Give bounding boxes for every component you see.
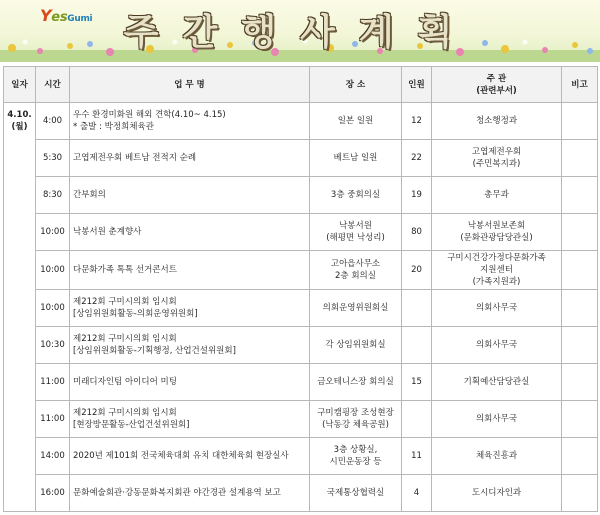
table-header-row <box>4 67 598 103</box>
host-line: 의회사무국 <box>475 303 518 313</box>
place-line: 국제통상협력실 <box>326 488 385 498</box>
col-header-place: 장 소 <box>310 67 402 103</box>
task-cell <box>70 475 310 512</box>
host-cell <box>432 103 562 140</box>
host-line: (문화관광담당관실) <box>460 233 533 243</box>
task-line: 제212회 구미시의회 임시회 <box>73 297 177 307</box>
task-cell <box>70 140 310 177</box>
host-cell <box>432 327 562 364</box>
time-cell: 4:00 <box>36 103 70 140</box>
people-cell <box>402 401 432 438</box>
people-cell: 22 <box>402 140 432 177</box>
table-row <box>4 475 598 512</box>
note-cell <box>562 140 598 177</box>
time-cell: 10:00 <box>36 290 70 327</box>
col-header-host-sub: (관련부서) <box>476 85 517 96</box>
table-row <box>4 177 598 214</box>
task-line: 문화예술회관·강동문화복지회관 야간경관 설계용역 보고 <box>73 488 281 498</box>
place-line: 일본 일원 <box>337 116 374 126</box>
task-line: [현장방문활동-산업건설위원회] <box>73 420 190 430</box>
place-line: 낙봉서원 <box>339 221 372 231</box>
place-cell <box>310 251 402 290</box>
col-header-time: 시간 <box>36 67 70 103</box>
place-line: 의회운영위원회실 <box>322 303 389 313</box>
table-row <box>4 140 598 177</box>
place-line: 3층 상황실, <box>333 445 378 455</box>
table-row <box>4 214 598 251</box>
host-line: 도시디자인과 <box>471 488 522 498</box>
table-row <box>4 438 598 475</box>
place-line: 3층 중회의실 <box>330 190 381 200</box>
task-cell <box>70 290 310 327</box>
time-cell: 10:00 <box>36 214 70 251</box>
host-line: 의회사무국 <box>475 414 518 424</box>
people-cell <box>402 327 432 364</box>
host-cell <box>432 214 562 251</box>
time-cell: 14:00 <box>36 438 70 475</box>
host-line: 의회사무국 <box>475 340 518 350</box>
host-cell <box>432 177 562 214</box>
place-cell <box>310 475 402 512</box>
place-cell <box>310 214 402 251</box>
place-cell <box>310 103 402 140</box>
people-cell: 20 <box>402 251 432 290</box>
people-cell: 11 <box>402 438 432 475</box>
host-line: 구미시건강가정다문화가족 <box>447 253 546 263</box>
table-row <box>4 290 598 327</box>
host-cell <box>432 290 562 327</box>
note-cell <box>562 103 598 140</box>
place-line: 각 상임위원회실 <box>325 340 386 350</box>
task-line: 우수 환경미화원 해외 견학(4.10~ 4.15) <box>73 110 226 120</box>
time-cell: 5:30 <box>36 140 70 177</box>
task-line: [상임위원회활동-기획행정, 산업건설위원회] <box>73 346 236 356</box>
task-cell <box>70 214 310 251</box>
place-cell <box>310 438 402 475</box>
date-text: 4.10. <box>7 110 32 120</box>
col-header-host <box>432 67 562 103</box>
people-cell: 19 <box>402 177 432 214</box>
people-cell: 15 <box>402 364 432 401</box>
note-cell <box>562 401 598 438</box>
weekday-text: (월) <box>11 122 28 132</box>
note-cell <box>562 327 598 364</box>
note-cell <box>562 177 598 214</box>
col-header-people: 인원 <box>402 67 432 103</box>
host-line: 지원센터 <box>480 265 513 275</box>
col-header-task: 업 무 명 <box>70 67 310 103</box>
place-line: 금오테니스장 회의실 <box>317 377 394 387</box>
people-cell: 12 <box>402 103 432 140</box>
table-row <box>4 251 598 290</box>
time-cell: 11:00 <box>36 364 70 401</box>
task-line: 고엽제전우회 베트남 전적지 순례 <box>73 153 197 163</box>
place-line: 고아읍사무소 <box>330 259 381 269</box>
host-line: 체육진흥과 <box>475 451 518 461</box>
table-row <box>4 401 598 438</box>
task-line: 제212회 구미시의회 임시회 <box>73 408 177 418</box>
task-cell <box>70 401 310 438</box>
task-line: 2020년 제101회 전국체육대회 유치 대한체육회 현장실사 <box>73 451 289 461</box>
table-row <box>4 327 598 364</box>
host-line: 기획예산담당관실 <box>463 377 530 387</box>
note-cell <box>562 251 598 290</box>
people-cell: 4 <box>402 475 432 512</box>
host-cell <box>432 140 562 177</box>
task-line: 간부회의 <box>73 190 106 200</box>
task-cell <box>70 364 310 401</box>
time-cell: 8:30 <box>36 177 70 214</box>
time-cell: 11:00 <box>36 401 70 438</box>
host-cell <box>432 251 562 290</box>
task-cell <box>70 327 310 364</box>
people-cell: 80 <box>402 214 432 251</box>
header-banner <box>0 0 600 62</box>
note-cell <box>562 438 598 475</box>
people-cell <box>402 290 432 327</box>
place-line: 시민운동장 등 <box>329 457 382 467</box>
place-line: 베트남 일원 <box>333 153 378 163</box>
note-cell <box>562 290 598 327</box>
col-header-host-main: 주 관 <box>486 73 507 84</box>
col-header-date: 일자 <box>4 67 36 103</box>
place-cell <box>310 401 402 438</box>
date-cell <box>4 103 36 512</box>
task-line: [상임위원회활동-의회운영위원회] <box>73 309 198 319</box>
time-cell: 10:30 <box>36 327 70 364</box>
host-line: (주민복지과) <box>472 159 521 169</box>
place-line: 구미캠핑장 조성현장 <box>317 408 394 418</box>
task-line: 낙봉서원 춘계향사 <box>73 227 142 237</box>
place-cell <box>310 327 402 364</box>
schedule-table <box>3 66 598 512</box>
page-title: 주간행사계획 <box>123 11 477 53</box>
time-cell: 16:00 <box>36 475 70 512</box>
table-row <box>4 364 598 401</box>
place-cell <box>310 364 402 401</box>
host-line: 낙봉서원보존회 <box>467 221 526 231</box>
host-cell <box>432 438 562 475</box>
task-line: * 출발 : 박정희체육관 <box>73 122 154 132</box>
yesgumi-logo: YesGumi <box>40 6 93 25</box>
host-cell <box>432 475 562 512</box>
task-cell <box>70 177 310 214</box>
note-cell <box>562 214 598 251</box>
place-line: (낙동강 체육공원) <box>322 420 389 430</box>
place-cell <box>310 177 402 214</box>
place-line: (해평면 낙성리) <box>326 233 385 243</box>
host-line: 고엽제전우회 <box>471 147 522 157</box>
place-cell <box>310 140 402 177</box>
host-line: 청소행정과 <box>475 116 518 126</box>
col-header-note: 비고 <box>562 67 598 103</box>
time-cell: 10:00 <box>36 251 70 290</box>
host-cell <box>432 401 562 438</box>
task-cell <box>70 251 310 290</box>
place-line: 2층 회의실 <box>335 271 376 281</box>
table-row <box>4 103 598 140</box>
task-line: 제212회 구미시의회 임시회 <box>73 334 177 344</box>
host-line: 총무과 <box>484 190 509 200</box>
note-cell <box>562 364 598 401</box>
task-cell <box>70 438 310 475</box>
task-line: 다문화가족 톡톡 선거콘서트 <box>73 265 177 275</box>
host-line: (가족지원과) <box>472 277 521 287</box>
task-cell <box>70 103 310 140</box>
note-cell <box>562 475 598 512</box>
place-cell <box>310 290 402 327</box>
host-cell <box>432 364 562 401</box>
task-line: 미래디자인팀 아이디어 미팅 <box>73 377 177 387</box>
